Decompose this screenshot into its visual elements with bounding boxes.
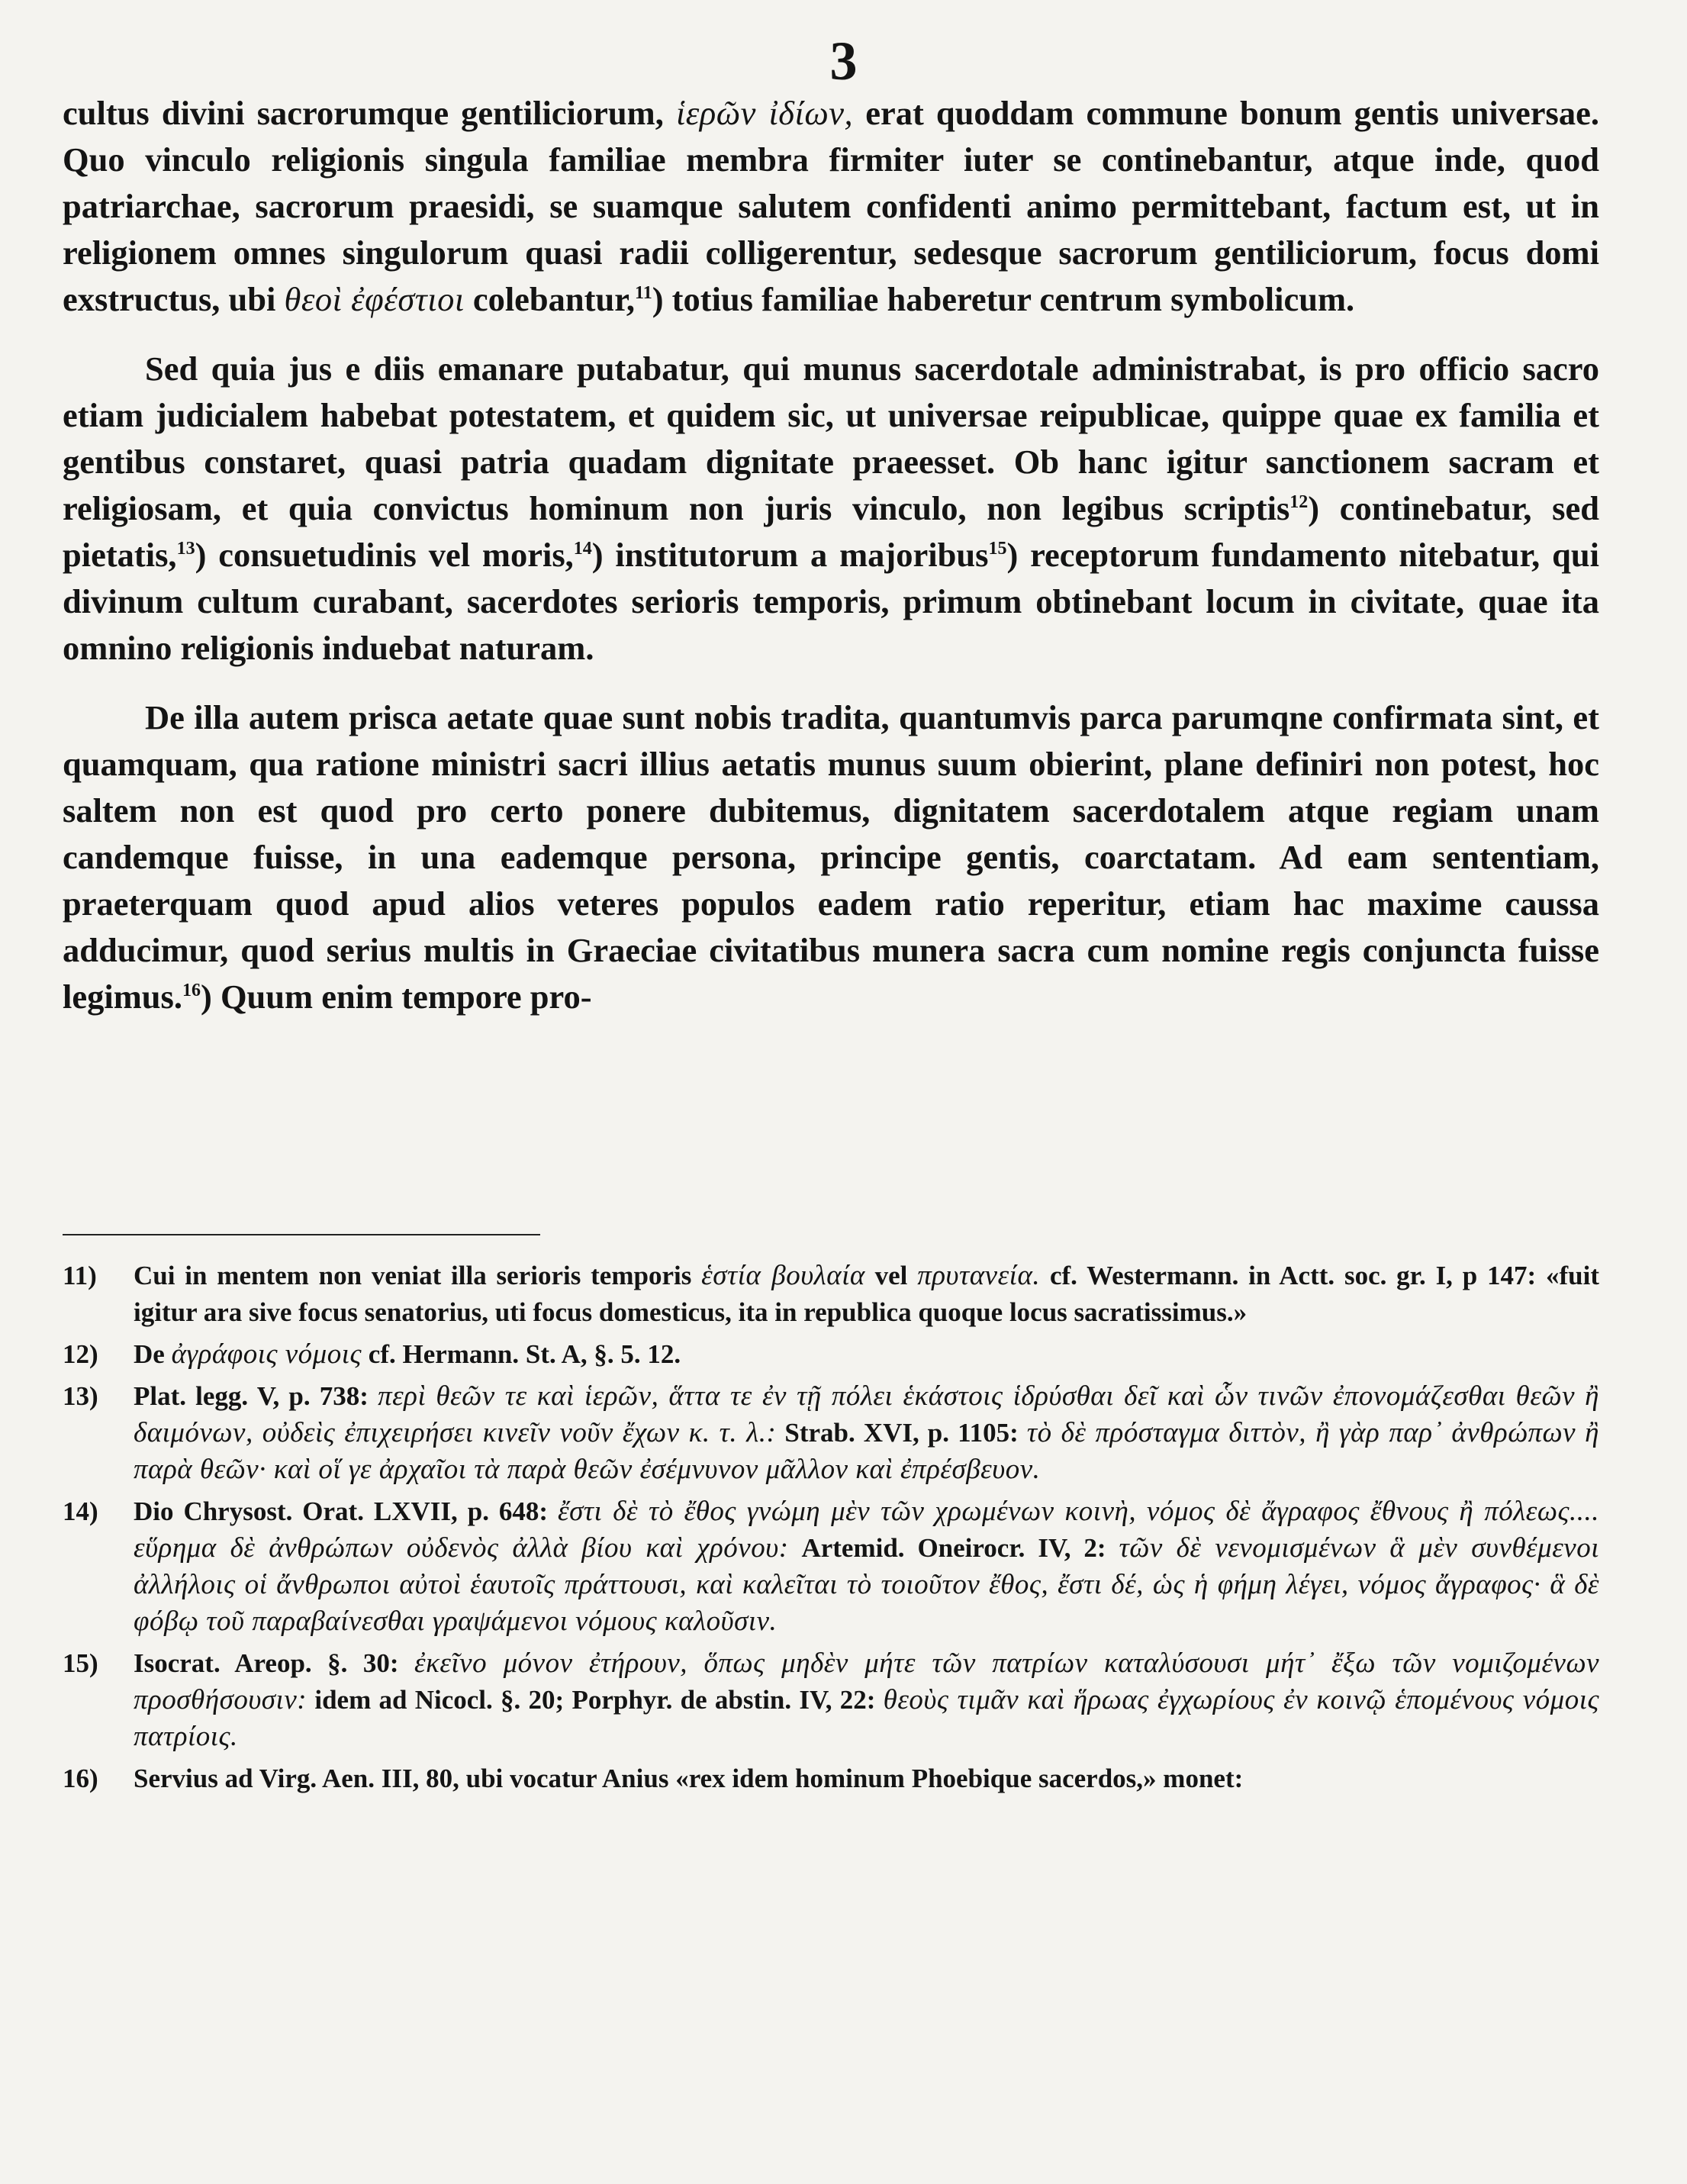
text-run: cultus divini sacrorumque gentiliciorum, (63, 94, 676, 132)
greek-phrase: πρυτανεία. (917, 1260, 1041, 1291)
footnote-ref: 14 (573, 539, 592, 559)
footnote-separator (63, 1234, 540, 1235)
greek-phrase: θεοὺς τιμᾶν καὶ ἥρωας ἐγχωρίους ἐν κοινῷ ἑπομένους νόμοις πατρίοις. (134, 1684, 1599, 1752)
text-run: Isocrat. Areop. §. 30: (134, 1648, 414, 1678)
text-run: colebantur, (464, 280, 636, 318)
text-run: Artemid. Oneirocr. IV, 2: (788, 1533, 1119, 1563)
text-run: vel (864, 1261, 918, 1290)
paragraph (63, 90, 1599, 323)
greek-phrase: περὶ θεῶν τε καὶ ἱερῶν, ἅττα τε ἐν τῇ πόλει ἑκάστοις ἱδρύσθαι δεῖ καὶ ὧν τινῶν ἐπονομάζεσθαι θεῶν ἢ δαιμόνων, οὐδεὶς ἐπιχειρήσει κινεῖν νοῦν ἔχων κ. τ. λ.: (134, 1380, 1599, 1448)
footnote-number: 16) (63, 1764, 98, 1793)
footnote (63, 1336, 1599, 1373)
text-run: cf. Hermann. St. A, §. 5. 12. (362, 1339, 681, 1369)
footnote (63, 1760, 1599, 1797)
text-run: Cui in mentem non veniat illa serioris temporis (134, 1261, 702, 1290)
greek-phrase: ἑστία βουλαία (701, 1260, 865, 1291)
text-run: ) Quum enim tempore pro- (201, 978, 592, 1016)
footnote (63, 1645, 1599, 1755)
footnote-ref: 11 (635, 283, 652, 304)
text-run: idem ad Nicocl. §. 20; Porphyr. de abstin. IV, 22: (307, 1685, 884, 1715)
footnote-number: 13) (63, 1381, 98, 1411)
text-run: Strab. XVI, p. 1105: (776, 1418, 1027, 1448)
footnotes (63, 1258, 1599, 1802)
footnote-ref: 12 (1289, 492, 1309, 513)
text-run: erat quoddam commune bonum gentis universae. Quo vinculo religionis singula familiae membra firmiter iuter se continebantur, atque inde, quod patriarchae, sacrorum praesidi, se suamque salutem confidenti animo permittebant, factum est, ut in religionem omnes singulorum quasi radii colligerentur, sedesque sacrorum gentiliciorum, focus domi exstructus, ubi (63, 94, 1599, 318)
text-run: De illa autem prisca aetate quae sunt nobis tradita, quantumvis parca parumqne confirmata sint, et quamquam, qua ratione ministri sacri illius aetatis munus suum obierint, plane definiri non potest, hoc saltem non est quod pro certo ponere dubitemus, dignitatem sacerdotalem atque regiam unam candemque fuisse, in una eademque persona, principe gentis, coarctatam. Ad eam sententiam, praeterquam quod apud alios veteres populos eadem ratio reperitur, etiam hac maxime caussa adducimur, quod serius multis in Graeciae civitatibus munera sacra cum nomine regis conjuncta fuisse legimus. (63, 698, 1599, 1016)
footnote (63, 1493, 1599, 1640)
greek-phrase: τῶν δὲ νενομισμένων ἃ μὲν συνθέμενοι ἀλλήλοις οἱ ἄνθρωποι αὐτοὶ ἑαυτοῖς πράττουσι, καὶ καλεῖται τὸ τοιοῦτον ἔθος, ἔστι δέ, ὡς ἡ φήμη λέγει, νόμος ἄγραφος· ἃ δὲ φόβῳ τοῦ παραβαίνεσθαι γραψάμενοι νόμους καλοῦσιν. (134, 1532, 1599, 1637)
main-text (63, 90, 1599, 1020)
text-run: ) consuetudinis vel moris, (195, 536, 574, 574)
greek-phrase: τὸ δὲ πρόσταγμα διττὸν, ἢ γὰρ παρ᾽ ἀνθρώπων ἢ παρὰ θεῶν· καὶ οἵ γε ἀρχαῖοι τὰ παρὰ θεῶν ἐσέμνυνον μᾶλλον καὶ ἐπρέσβευον. (134, 1417, 1600, 1485)
text-run: ) receptorum fundamento nitebatur, qui divinum cultum curabant, sacerdotes serioris temporis, primum obtinebant locum in civitate, quae ita omnino religionis induebat naturam. (63, 536, 1599, 667)
text-run: Dio Chrysost. Orat. LXVII, p. 648: (134, 1496, 558, 1526)
greek-phrase: θεοὶ ἐφέστιοι (284, 280, 465, 318)
footnote-ref: 16 (182, 981, 201, 1001)
greek-phrase: ἀγράφοις νόμοις (171, 1338, 362, 1370)
text-run: ) institutorum a majoribus (591, 536, 989, 574)
footnote (63, 1258, 1599, 1331)
footnote-ref: 13 (176, 539, 195, 559)
text-run: De (134, 1339, 172, 1369)
greek-phrase: ἐκεῖνο μόνον ἐτήρουν, ὅπως μηδὲν μήτε τῶν πατρίων καταλύσουσι μήτ᾽ ἔξω τῶν νομιζομένων προσθήσουσιν: (134, 1648, 1600, 1715)
text-run: cf. Westermann. in Actt. soc. gr. I, p 147: «fuit igitur ara sive focus senatorius, uti focus domesticus, ita in republica quoque locus sacratissimus.» (134, 1261, 1600, 1327)
footnote-number: 14) (63, 1496, 98, 1526)
greek-phrase: ἱερῶν ἰδίων, (675, 94, 854, 132)
paragraph (63, 346, 1599, 672)
footnote-number: 15) (63, 1648, 98, 1678)
footnote (63, 1378, 1599, 1488)
page-number: 3 (829, 31, 858, 92)
greek-phrase: ἔστι δὲ τὸ ἔθος γνώμη μὲν τῶν χρωμένων κοινὴ, νόμος δὲ ἄγραφος ἔθνους ἢ πόλεως.... εὕρημα δὲ ἀνθρώπων οὐδενὸς ἀλλὰ βίου καὶ χρόνου: (134, 1496, 1599, 1564)
text-run: Sed quia jus e diis emanare putabatur, qui munus sacerdotale administrabat, is pro officio sacro etiam judicialem habebat potestatem, et quidem sic, ut universae reipublicae, quippe quae ex familia et gentibus constaret, quasi patria quadam dignitate praeesset. Ob hanc igitur sanctionem sacram et religiosam, et quia convictus hominum non juris vinculo, non legibus scriptis (63, 350, 1599, 527)
paragraph (63, 694, 1599, 1020)
footnote-ref: 15 (988, 539, 1007, 559)
text-run: Servius ad Virg. Aen. III, 80, ubi vocatur Anius «rex idem hominum Phoebique sacerdos,» monet: (134, 1764, 1244, 1793)
text-run: ) continebatur, sed pietatis, (63, 489, 1599, 574)
footnote-number: 11) (63, 1261, 97, 1290)
text-run: ) totius familiae haberetur centrum symbolicum. (652, 280, 1355, 318)
text-run: Plat. legg. V, p. 738: (134, 1381, 378, 1411)
footnote-number: 12) (63, 1339, 98, 1369)
